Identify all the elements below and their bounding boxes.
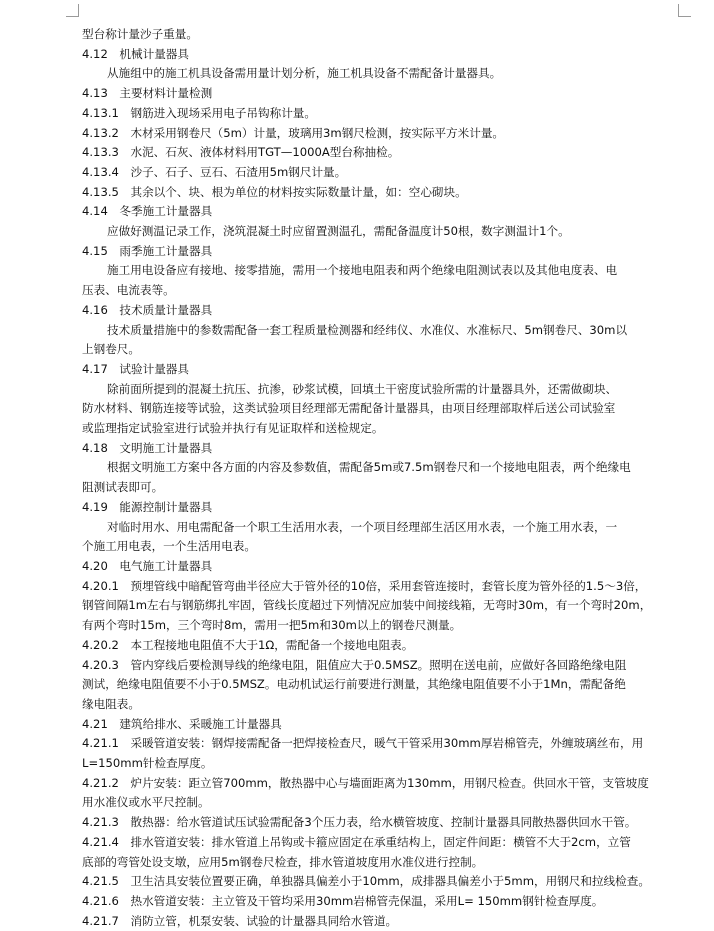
- text-line: L=150mm针检查厚度。: [82, 756, 213, 771]
- text-line: 4.13.5 其余以个、块、根为单位的材料按实际数量计量，如：空心砌块。: [82, 184, 467, 199]
- text-line: 除前面所提到的混凝土抗压、抗渗，砂浆试模，回填土干密度试验所需的计量器具外，还需做砌块、: [107, 381, 618, 396]
- text-line: 4.21.6 热水管道安装：主立管及干管均采用30mm岩棉管壳保温，采用L= 150mm钢针检查厚度。: [82, 893, 604, 908]
- text-line: 底部的弯管处设支墩，应用5m钢卷尺检查，排水管道坡度用水准仪进行控制。: [82, 854, 484, 869]
- text-line: 防水材料、钢筋连接等试验，这类试验项目经理部无需配备计量器具，由项目经理部取样后送公司试验室: [82, 401, 616, 416]
- text-line: 4.21.4 排水管道安装：排水管道上吊钩或卡箍应固定在承重结构上，固定件间距：横管不大于2cm，立管: [82, 834, 631, 849]
- text-line: 型台称计量沙子重量。: [82, 27, 198, 41]
- text-line: 或监理指定试验室进行试验并执行有见证取样和送检规定。: [82, 421, 384, 436]
- crop-mark-top-left: [66, 4, 79, 17]
- text-line: 4.14 冬季施工计量器具: [82, 204, 213, 219]
- text-line: 有两个弯时15m，三个弯时8m，需用一把5m和30m以上的钢卷尺测量。: [82, 618, 462, 633]
- text-line: 对临时用水、用电需配备一个职工生活用水表，一个项目经理部生活区用水表，一个施工用水表，一: [107, 519, 618, 534]
- text-line: 根据文明施工方案中各方面的内容及参数值，需配备5m或7.5m钢卷尺和一个接地电阻表，两个绝缘电: [107, 460, 631, 475]
- text-line: 4.21.3 散热器：给水管道试压试验需配备3个压力表，给水横管坡度、控制计量器具同散热器供回水干管。: [82, 815, 637, 830]
- text-line: 4.20 电气施工计量器具: [82, 558, 213, 573]
- crop-mark-top-right: [678, 4, 691, 17]
- document-body: [82, 25, 672, 931]
- text-line: 施工用电设备应有接地、接零措施，需用一个接地电阻表和两个绝缘电阻测试表以及其他电度表、电: [107, 263, 618, 278]
- text-line: 4.13 主要材料计量检测: [82, 86, 213, 101]
- text-line: 4.21.7 消防立管，机泵安装、试验的计量器具同给水管道。: [82, 913, 398, 928]
- text-line: 4.20.1 预埋管线中暗配管弯曲半径应大于管外径的10倍，采用套管连接时，套管长度为管外径的1.5～3倍，: [82, 578, 647, 593]
- text-line: 钢管间隔1m左右与钢筋绑扎牢固，管线长度超过下列情况应加装中间接线箱，无弯时30m，有一个弯时20m，: [82, 598, 652, 613]
- text-line: 4.18 文明施工计量器具: [82, 440, 213, 455]
- text-line: 4.13.4 沙子、石子、豆石、石渣用5m钢尺计量。: [82, 164, 347, 179]
- text-line: 4.12 机械计量器具: [82, 46, 189, 61]
- text-line: 4.15 雨季施工计量器具: [82, 243, 213, 258]
- text-line: 4.21.1 采暖管道安装：钢焊接需配备一把焊接检查尺，暖气干管采用30mm厚岩棉管壳，外缠玻璃丝布，用: [82, 736, 644, 751]
- text-line: 4.20.3 管内穿线后要检测导线的绝缘电阻，阻值应大于0.5MSZ。照明在送电前，应做好各回路绝缘电阻: [82, 657, 627, 672]
- text-line: 4.20.2 本工程接地电阻值不大于1Ω，需配备一个接地电阻表。: [82, 637, 414, 652]
- text-line: 应做好测温记录工作，浇筑混凝土时应留置测温孔，需配备温度计50根，数字测温计1个。: [107, 224, 570, 239]
- text-line: 4.13.3 水泥、石灰、液体材料用TGT—1000A型台称抽检。: [82, 145, 400, 160]
- text-line: 4.17 试验计量器具: [82, 361, 189, 376]
- text-line: 技术质量措施中的参数需配备一套工程质量检测器和经纬仪、水准仪、水准标尺、5m钢卷尺、30m以: [107, 322, 628, 337]
- text-line: 4.13.1 钢筋进入现场采用电子吊钩称计量。: [82, 105, 316, 120]
- text-line: 压表、电流表等。: [82, 283, 175, 298]
- text-line: 4.16 技术质量计量器具: [82, 302, 213, 317]
- text-line: 上钢卷尺。: [82, 342, 140, 357]
- text-line: 缘电阻表。: [82, 696, 140, 711]
- text-line: 个施工用电表，一个生活用电表。: [82, 539, 256, 554]
- text-line: 测试，绝缘电阻值要不小于0.5MSZ。电动机试运行前要进行测量，其绝缘电阻值要不小于1Mn，需配备绝: [82, 677, 626, 692]
- text-line: 4.21.5 卫生洁具安装位置要正确，单独器具偏差小于10mm，成排器具偏差小于5mm，用钢尺和拉线检查。: [82, 874, 650, 889]
- text-line: 阻测试表即可。: [82, 480, 164, 495]
- text-line: 4.21.2 炉片安装：距立管700mm，散热器中心与墙面距离为130mm，用钢尺检查。供回水干管，支管坡度: [82, 775, 649, 790]
- text-line: 4.19 能源控制计量器具: [82, 499, 213, 514]
- text-line: 用水准仪或水平尺控制。: [82, 795, 210, 810]
- text-line: 4.21 建筑给排水、采暖施工计量器具: [82, 716, 282, 731]
- text-line: 4.13.2 木材采用钢卷尺（5m）计量，玻璃用3m钢尺检测，按实际平方米计量。: [82, 125, 505, 140]
- text-line: 从施组中的施工机具设备需用量计划分析，施工机具设备不需配备计量器具。: [107, 66, 502, 81]
